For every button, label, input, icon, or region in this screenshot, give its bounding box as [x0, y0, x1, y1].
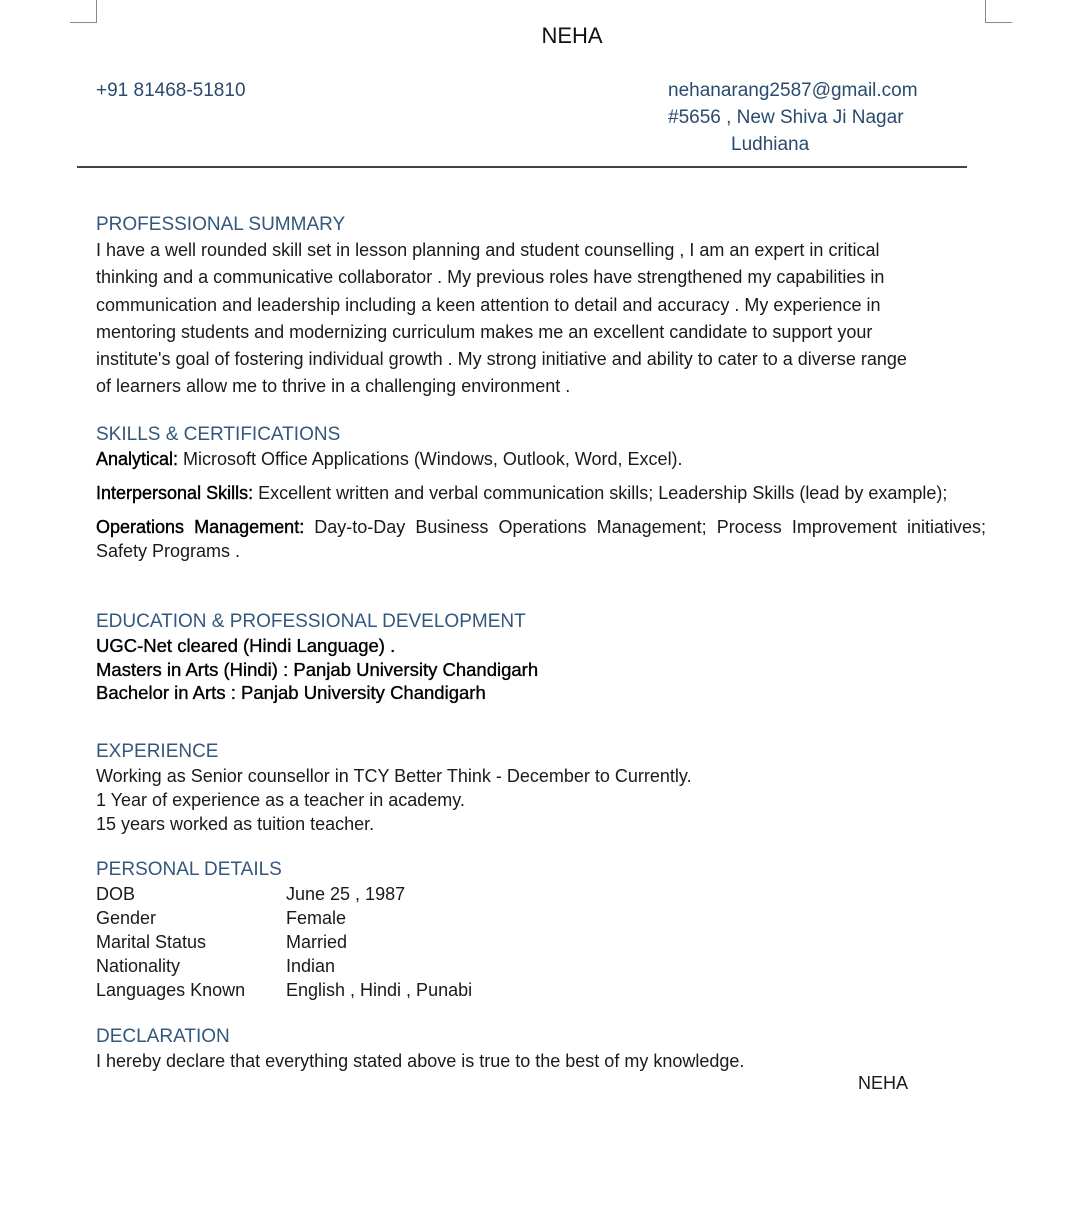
skills-heading: SKILLS & CERTIFICATIONS — [96, 424, 341, 445]
resume-name: NEHA — [541, 23, 603, 48]
summary-line: mentoring students and modernizing curriculum makes me an excellent candidate to support your — [96, 321, 873, 342]
signature-name: NEHA — [858, 1073, 909, 1093]
summary-line: I have a well rounded skill set in lesson planning and student counselling , I am an expert in critical — [96, 240, 880, 260]
personal-value: Female — [286, 908, 347, 928]
declaration-heading: DECLARATION — [96, 1026, 230, 1047]
personal-row — [96, 882, 986, 906]
email-address: nehanarang2587@gmail.com — [668, 80, 918, 101]
declaration-section — [96, 1025, 986, 1073]
header-divider — [77, 166, 967, 168]
personal-row — [96, 978, 986, 1002]
personal-key: Languages Known — [96, 980, 246, 1000]
summary-text — [96, 237, 986, 401]
education-item: UGC-Net cleared (Hindi Language) . — [96, 635, 396, 656]
skill-item — [96, 481, 986, 505]
personal-section — [96, 858, 986, 1002]
page-corner-mark-right — [985, 0, 1012, 23]
summary-heading: PROFESSIONAL SUMMARY — [96, 214, 346, 235]
experience-item: 15 years worked as tuition teacher. — [96, 814, 375, 834]
personal-value: English , Hindi , Punabi — [286, 980, 473, 1000]
experience-item: 1 Year of experience as a teacher in academy. — [96, 790, 465, 810]
contact-left — [96, 77, 246, 104]
phone-number: +91 81468-51810 — [96, 80, 246, 101]
summary-line: institute's goal of fostering individual growth . My strong initiative and ability to cater to a diverse range — [96, 349, 907, 370]
address-city: Ludhiana — [731, 134, 810, 155]
education-section — [96, 610, 986, 705]
education-item: Bachelor in Arts : Panjab University Chandigarh — [96, 682, 486, 703]
skill-label: Operations Management: — [96, 517, 305, 537]
personal-key: DOB — [96, 884, 136, 904]
skill-text: Day-to-Day Business Operations Management; Process Improvement initiatives; Safety Programs . — [96, 517, 986, 561]
experience-section — [96, 740, 986, 836]
skill-item — [96, 447, 986, 471]
summary-line: communication and leadership including a keen attention to detail and accuracy . My experience in — [96, 294, 881, 315]
skill-label: Analytical: — [96, 449, 179, 469]
page-corner-mark-left — [70, 0, 97, 23]
skill-label: Interpersonal Skills: — [96, 483, 254, 503]
address-line: #5656 , New Shiva Ji Nagar — [668, 107, 904, 128]
personal-key: Marital Status — [96, 932, 207, 952]
personal-key: Nationality — [96, 956, 181, 976]
personal-key: Gender — [96, 908, 157, 928]
skill-item — [96, 515, 986, 563]
contact-right — [668, 77, 918, 158]
summary-line: of learners allow me to thrive in a challenging environment . — [96, 376, 571, 397]
summary-section — [96, 213, 986, 401]
education-heading: EDUCATION & PROFESSIONAL DEVELOPMENT — [96, 611, 526, 632]
personal-value: Married — [286, 932, 348, 952]
personal-value: Indian — [286, 956, 336, 976]
experience-heading: EXPERIENCE — [96, 741, 219, 762]
summary-line: thinking and a communicative collaborator . My previous roles have strengthened my capabilities in — [96, 267, 885, 288]
personal-value: June 25 , 1987 — [286, 884, 406, 904]
personal-row — [96, 930, 986, 954]
personal-row — [96, 906, 986, 930]
skills-section — [96, 423, 986, 573]
skill-text: Excellent written and verbal communication skills; Leadership Skills (lead by example); — [253, 483, 948, 503]
education-item: Masters in Arts (Hindi) : Panjab University Chandigarh — [96, 658, 539, 680]
declaration-text: I hereby declare that everything stated above is true to the best of my knowledge. — [96, 1051, 745, 1071]
skill-text: Microsoft Office Applications (Windows, Outlook, Word, Excel). — [178, 449, 683, 469]
experience-item: Working as Senior counsellor in TCY Better Think - December to Currently. — [96, 766, 692, 786]
personal-row — [96, 954, 986, 978]
personal-heading: PERSONAL DETAILS — [96, 859, 282, 880]
